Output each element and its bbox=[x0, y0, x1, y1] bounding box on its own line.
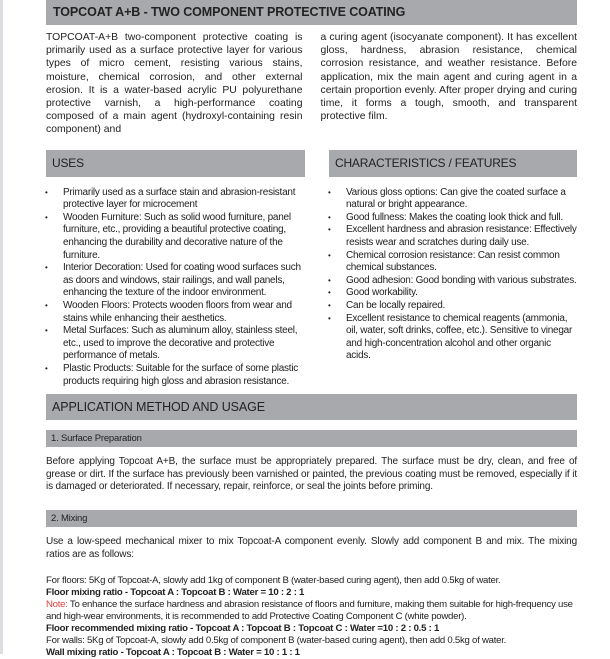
uses-column bbox=[46, 150, 305, 389]
list-item: • Excellent hardness and abrasion resistance: Effectively resists wear and scratches during daily use. bbox=[329, 224, 577, 249]
intro-section bbox=[46, 31, 577, 137]
note-label: Note: bbox=[46, 599, 68, 611]
mixing-heading: 2. Mixing bbox=[46, 510, 577, 527]
list-item: • Good adhesion: Good bonding with various substrates. bbox=[329, 275, 577, 288]
intro-right-text: a curing agent (isocyanate component). It has excellent gloss, hardness, abrasion resistance, chemical corrosion resistance, and weather resistance. Before application, mix the main agent and curing agent in a certain proportion evenly. After proper drying and curing time, it forms a tough, smooth, and transparent protective film. bbox=[320, 32, 577, 123]
list-item: • Primarily used as a surface stain and abrasion-resistant protective layer for microcement bbox=[46, 187, 305, 212]
floors-instruction: For floors: 5Kg of Topcoat-A, slowly add 1kg of component B (water-based curing agent), then add 0.5kg of water. bbox=[46, 575, 501, 587]
list-item: • Wooden Floors: Protects wooden floors from wear and stains while enhancing their aesthetics. bbox=[46, 300, 305, 325]
surface-prep-heading: 1. Surface Preparation bbox=[46, 430, 577, 447]
list-item: • Chemical corrosion resistance: Can resist common chemical substances. bbox=[329, 250, 577, 275]
features-list bbox=[329, 187, 577, 363]
list-item: • Interior Decoration: Used for coating wood surfaces such as doors and windows, stair railings, and wall panels, enhancing the texture of the indoor environment. bbox=[46, 262, 305, 300]
floor-ratio: Floor mixing ratio - Topcoat A : Topcoat B : Water = 10 : 2 : 1 bbox=[46, 587, 305, 599]
wall-ratio: Wall mixing ratio - Topcoat A : Topcoat B : Water = 10 : 1 : 1 bbox=[46, 647, 300, 659]
page-left-edge bbox=[0, 0, 3, 654]
list-item: • Wooden Furniture: Such as solid wood furniture, panel furniture, etc., providing a beautiful protective coating, enhancing the durability and decorative nature of the furniture. bbox=[46, 212, 305, 262]
list-item: • Good fullness: Makes the coating look thick and full. bbox=[329, 212, 577, 225]
features-heading: CHARACTERISTICS / FEATURES bbox=[329, 150, 577, 177]
note-text: To enhance the surface hardness and abrasion resistance of floors and furniture, making them suitable for high-frequency use and high-wear environments, it is recommended to add Protective Coating Component C (white powder). bbox=[46, 599, 573, 623]
uses-list bbox=[46, 187, 305, 389]
intro-left-text: TOPCOAT-A+B two-component protective coating is primarily used as a surface protective layer for various types of micro cement, resisting various stains, moisture, chemical corrosion, and other external erosion. It is a water-based acrylic PU polyurethane protective varnish, a high-performance coating composed of a main agent (hydroxyl-containing resin component) and bbox=[46, 32, 303, 136]
note-paragraph bbox=[46, 599, 577, 623]
list-item: • Can be locally repaired. bbox=[329, 300, 577, 313]
list-item: • Plastic Products: Suitable for the surface of some plastic products requiring high gloss and abrasion resistance. bbox=[46, 363, 305, 388]
walls-instruction: For walls: 5Kg of Topcoat-A, slowly add 0.5kg of component B (water-based curing agent), then add 0.5kg of water. bbox=[46, 635, 507, 647]
application-heading: APPLICATION METHOD AND USAGE bbox=[46, 394, 577, 420]
document-page bbox=[46, 0, 577, 659]
list-item: • Various gloss options: Can give the coated surface a natural or bright appearance. bbox=[329, 187, 577, 212]
list-item: • Good workability. bbox=[329, 287, 577, 300]
features-column bbox=[329, 150, 577, 389]
document-title: TOPCOAT A+B - TWO COMPONENT PROTECTIVE COATING bbox=[46, 0, 577, 25]
mixing-details bbox=[46, 575, 577, 659]
mixing-intro-text: Use a low-speed mechanical mixer to mix Topcoat-A component evenly. Slowly add component B and mix. The mixing ratios are as follows: bbox=[46, 536, 577, 560]
floor-recommended-ratio: Floor recommended mixing ratio - Topcoat A : Topcoat B : Topcoat C : Water =10 : 2 : 0.5 : 1 bbox=[46, 623, 440, 635]
list-item: • Excellent resistance to chemical reagents (ammonia, oil, water, soft drinks, coffee, etc.). Sensitive to vinegar and high-concentration alcohol and other organic acids. bbox=[329, 313, 577, 363]
surface-prep-text: Before applying Topcoat A+B, the surface must be appropriately prepared. The surface must be dry, clean, and free of grease or dirt. If the surface has previously been varnished or painted, the previous coating must be removed, especially if it is damaged or deteriorated. If necessary, repair, reinforce, or seal the joints before priming. bbox=[46, 456, 577, 492]
uses-heading: USES bbox=[46, 150, 305, 177]
two-column-section bbox=[46, 150, 577, 389]
list-item: • Metal Surfaces: Such as aluminum alloy, stainless steel, etc., used to improve the decorative and protective performance of metals. bbox=[46, 325, 305, 363]
